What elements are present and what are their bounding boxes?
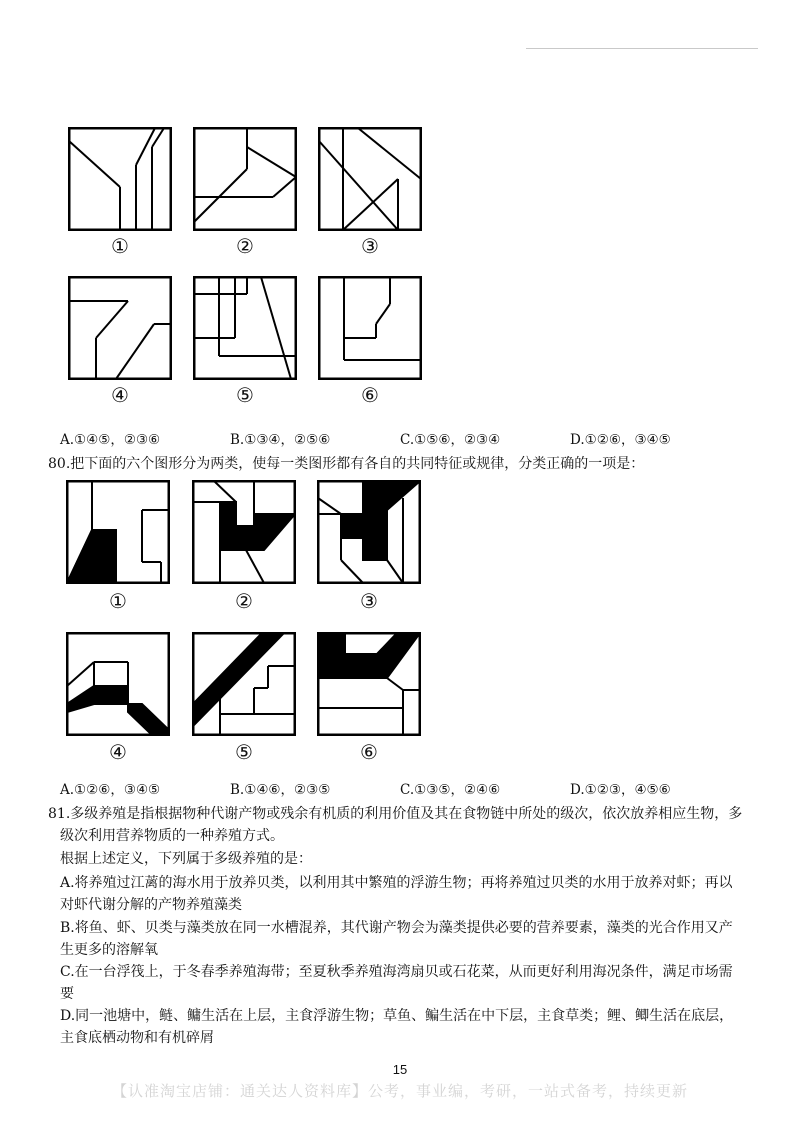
q79-label-1: ① (111, 234, 129, 258)
q80-figure-5 (192, 632, 296, 736)
q79-label-3: ③ (361, 234, 379, 258)
q79-figure-2 (193, 127, 297, 231)
q80-title: 80.把下面的六个图形分为两类，使每一类图形都有各自的共同特征或规律，分类正确的一项是： (48, 456, 645, 472)
q80-label-1: ① (109, 589, 127, 613)
q79-figure-4 (68, 276, 172, 380)
q80-figure-6 (317, 632, 421, 736)
q81-option-b-line-2[interactable]: 生更多的溶解氧 (60, 942, 158, 958)
q81-option-a-line-1[interactable]: A.将养殖过江蓠的海水用于放养贝类，以利用其中繁殖的浮游生物；再将养殖过贝类的水用于放养对虾；再以 (60, 875, 733, 891)
q81-stem-line-1: 81.多级养殖是指根据物种代谢产物或残余有机质的利用价值及其在食物链中所处的级次，依次放养相应生物，多 (48, 806, 743, 822)
q80-label-2: ② (235, 589, 253, 613)
q81-prompt: 根据上述定义，下列属于多级养殖的是： (60, 851, 312, 867)
q79-figure-6 (318, 276, 422, 380)
q81-option-b-line-1[interactable]: B.将鱼、虾、贝类与藻类放在同一水槽混养，其代谢产物会为藻类提供必要的营养要素，藻类的光合作用又产 (60, 920, 733, 936)
q80-label-6: ⑥ (360, 740, 378, 764)
footer-watermark: 【认准淘宝店铺：通关达人资料库】公考，事业编，考研，一站式备考，持续更新 (111, 1082, 688, 1100)
q80-option-a[interactable]: A.①②⑥，③④⑤ (60, 782, 161, 798)
q79-label-5: ⑤ (236, 383, 254, 407)
q80-option-c[interactable]: C.①③⑤，②④⑥ (400, 782, 501, 798)
q80-label-4: ④ (109, 740, 127, 764)
q80-option-b[interactable]: B.①④⑥，②③⑤ (230, 782, 331, 798)
q81-option-c-line-2[interactable]: 要 (60, 986, 74, 1002)
header-rule (526, 48, 758, 49)
q81-stem-line-2: 级次利用营养物质的一种养殖方式。 (60, 828, 284, 844)
q81-option-d-line-1[interactable]: D.同一池塘中，鲢、鳙生活在上层，主食浮游生物；草鱼、鳊生活在中下层，主食草类；鲤、鲫生活在底层， (60, 1008, 734, 1024)
q81-option-d-line-2[interactable]: 主食底栖动物和有机碎屑 (60, 1030, 214, 1046)
q79-label-6: ⑥ (361, 383, 379, 407)
q79-option-b[interactable]: B.①③④，②⑤⑥ (230, 432, 331, 448)
q79-label-4: ④ (111, 383, 129, 407)
q79-option-d[interactable]: D.①②⑥，③④⑤ (570, 432, 671, 448)
q79-option-c[interactable]: C.①⑤⑥，②③④ (400, 432, 501, 448)
q81-option-a-line-2[interactable]: 对虾代谢分解的产物养殖藻类 (60, 897, 242, 913)
q79-figure-3 (318, 127, 422, 231)
q80-option-d[interactable]: D.①②③，④⑤⑥ (570, 782, 671, 798)
q80-figure-1 (66, 480, 170, 584)
q80-label-3: ③ (360, 589, 378, 613)
q80-figure-3 (317, 480, 421, 584)
q80-label-5: ⑤ (235, 740, 253, 764)
q79-figure-1 (68, 127, 172, 231)
page-number: 15 (392, 1062, 408, 1077)
q79-label-2: ② (236, 234, 254, 258)
q79-option-a[interactable]: A.①④⑤，②③⑥ (60, 432, 161, 448)
q80-figure-4 (66, 632, 170, 736)
q81-option-c-line-1[interactable]: C.在一台浮筏上，于冬春季养殖海带；至夏秋季养殖海湾扇贝或石花菜，从而更好利用海况条件，满足市场需 (60, 964, 733, 980)
q80-figure-2 (192, 480, 296, 584)
q79-figure-5 (193, 276, 297, 380)
